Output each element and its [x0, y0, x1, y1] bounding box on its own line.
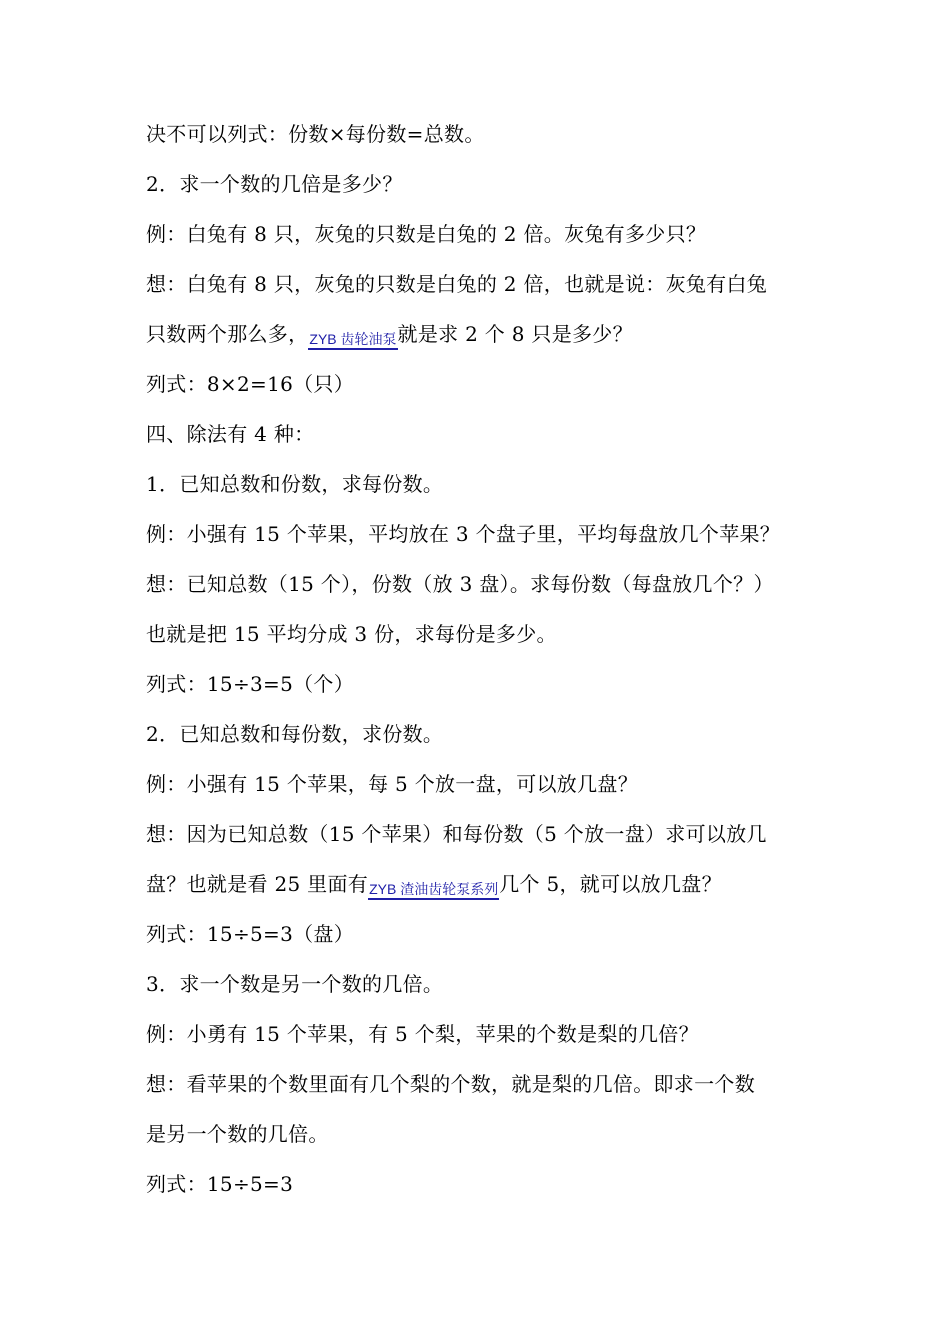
formula-line: 列式：15÷3=5（个） [146, 672, 355, 696]
text-line-with-link [146, 872, 722, 901]
section-heading: 四、除法有 4 种： [146, 422, 315, 446]
text-segment: 只数两个那么多， [146, 322, 309, 346]
heading-line: 2．求一个数的几倍是多少？ [146, 172, 403, 196]
thinking-line: 想：看苹果的个数里面有几个梨的个数，就是梨的几倍。即求一个数 [146, 1072, 755, 1096]
text-line: 决不可以列式：份数×每份数=总数。 [146, 122, 485, 146]
thinking-line: 想：白兔有 8 只，灰兔的只数是白兔的 2 倍，也就是说：灰兔有白兔 [146, 272, 768, 296]
heading-line: 1．已知总数和份数，求每份数。 [146, 472, 444, 496]
formula-line: 列式：15÷5=3 [146, 1172, 294, 1196]
formula-line: 列式：15÷5=3（盘） [146, 922, 355, 946]
text-segment: 就是求 2 个 8 只是多少？ [397, 322, 633, 346]
ad-link-zyb-gear-oil-pump[interactable]: ZYB 齿轮油泵 [308, 331, 397, 350]
ad-link-zyb-residue-oil-gear-pump[interactable]: ZYB 渣油齿轮泵系列 [368, 881, 499, 900]
thinking-line: 想：因为已知总数（15 个苹果）和每份数（5 个放一盘）求可以放几 [146, 822, 767, 846]
example-line: 例：小勇有 15 个苹果，有 5 个梨，苹果的个数是梨的几倍？ [146, 1022, 699, 1046]
text-segment: 几个 5，就可以放几盘？ [499, 872, 722, 896]
example-line: 例：小强有 15 个苹果，平均放在 3 个盘子里，平均每盘放几个苹果？ [146, 522, 781, 546]
thinking-line: 想：已知总数（15 个），份数（放 3 盘）。求每份数（每盘放几个？） [146, 572, 774, 596]
text-line-with-link [146, 322, 633, 351]
example-line: 例：小强有 15 个苹果，每 5 个放一盘，可以放几盘？ [146, 772, 639, 796]
text-line: 也就是把 15 平均分成 3 份，求每份是多少。 [146, 622, 557, 646]
formula-line: 列式：8×2=16（只） [146, 372, 355, 396]
example-line: 例：白兔有 8 只，灰兔的只数是白兔的 2 倍。灰兔有多少只？ [146, 222, 707, 246]
text-line: 是另一个数的几倍。 [146, 1122, 329, 1146]
text-segment: 盘？也就是看 25 里面有 [146, 872, 369, 896]
heading-line: 3．求一个数是另一个数的几倍。 [146, 972, 444, 996]
heading-line: 2．已知总数和每份数，求份数。 [146, 722, 444, 746]
